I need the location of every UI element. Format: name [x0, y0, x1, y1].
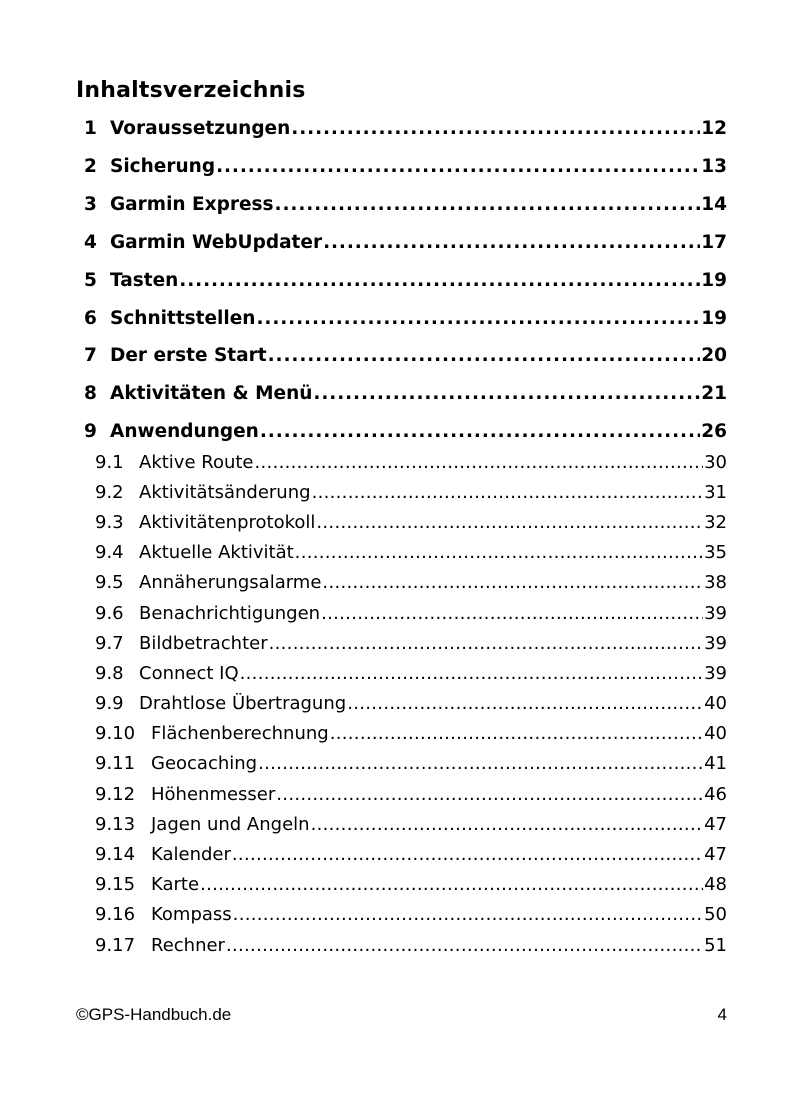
toc-subentry-number: 9.15 — [95, 874, 136, 895]
toc-subentry-page: 47 — [704, 844, 727, 865]
toc-entry-title: Schnittstellen — [110, 308, 256, 329]
toc-subentry-title: Aktivitätsänderung — [139, 482, 311, 503]
toc-subentry[interactable] — [95, 512, 727, 538]
toc-subentry[interactable] — [95, 784, 727, 810]
toc-subentry-title: Aktivitätenprotokoll — [139, 512, 316, 533]
leader-dots — [260, 421, 700, 442]
leader-dots — [321, 603, 703, 624]
toc-subentry-number: 9.4 — [95, 542, 124, 563]
toc-subentry[interactable] — [95, 753, 727, 779]
toc-subentry[interactable] — [95, 452, 727, 478]
toc-entry-number: 1 — [84, 118, 97, 139]
copyright-text: ©GPS-Handbuch.de — [76, 1005, 232, 1024]
leader-dots — [311, 814, 704, 835]
leader-dots — [275, 194, 701, 215]
toc-entry[interactable] — [84, 308, 727, 336]
toc-subentry-title: Flächenberechnung — [151, 723, 329, 744]
toc-subentry[interactable] — [95, 723, 727, 749]
toc-subentry-title: Kalender — [151, 844, 231, 865]
toc-entry[interactable] — [84, 383, 727, 411]
leader-dots — [295, 542, 703, 563]
toc-entry-title: Anwendungen — [110, 421, 259, 442]
toc-subentry-title: Rechner — [151, 935, 225, 956]
toc-subentry[interactable] — [95, 542, 727, 568]
toc-entry[interactable] — [84, 118, 727, 146]
leader-dots — [312, 482, 704, 503]
toc-subentry-title: Aktuelle Aktivität — [139, 542, 294, 563]
toc-subentry[interactable] — [95, 633, 727, 659]
toc-subentry[interactable] — [95, 874, 727, 900]
leader-dots — [216, 156, 700, 177]
toc-subentry-page: 32 — [704, 512, 727, 533]
toc-subentry-title: Jagen und Angeln — [151, 814, 310, 835]
toc-subentry-page: 39 — [704, 603, 727, 624]
toc-subentry[interactable] — [95, 814, 727, 840]
toc-subentry-page: 46 — [704, 784, 727, 805]
toc-subentry-page: 39 — [704, 633, 727, 654]
toc-subentry-number: 9.3 — [95, 512, 124, 533]
toc-subentry-title: Annäherungsalarme — [139, 572, 322, 593]
toc-entry-number: 4 — [84, 232, 97, 253]
toc-entry[interactable] — [84, 194, 727, 222]
leader-dots — [200, 874, 703, 895]
toc-entry-number: 6 — [84, 308, 97, 329]
toc-entry[interactable] — [84, 421, 727, 449]
toc-subentry-number: 9.8 — [95, 663, 124, 684]
toc-subentry-page: 39 — [704, 663, 727, 684]
toc-subentry-title: Drahtlose Übertragung — [139, 693, 347, 714]
toc-subentry[interactable] — [95, 693, 727, 719]
toc-subentry-page: 40 — [704, 693, 727, 714]
leader-dots — [322, 572, 703, 593]
toc-subentry[interactable] — [95, 663, 727, 689]
toc-subentry-number: 9.11 — [95, 753, 136, 774]
leader-dots — [291, 118, 700, 139]
toc-entry-number: 2 — [84, 156, 97, 177]
leader-dots — [269, 633, 703, 654]
leader-dots — [323, 232, 700, 253]
toc-entry-title: Tasten — [110, 270, 179, 291]
toc-entry-title: Garmin Express — [110, 194, 274, 215]
toc-entry-title: Garmin WebUpdater — [110, 232, 323, 253]
toc-subentry-title: Aktive Route — [139, 452, 254, 473]
toc-entry-title: Der erste Start — [110, 345, 267, 366]
toc-subentry-number: 9.16 — [95, 904, 136, 925]
leader-dots — [256, 308, 700, 329]
toc-entry-page: 14 — [701, 194, 727, 215]
leader-dots — [268, 345, 701, 366]
leader-dots — [313, 383, 700, 404]
toc-subentry-title: Karte — [151, 874, 200, 895]
toc-subentry[interactable] — [95, 572, 727, 598]
toc-subentry-page: 41 — [704, 753, 727, 774]
toc-entry-number: 8 — [84, 383, 97, 404]
toc-subentry-page: 50 — [704, 904, 727, 925]
leader-dots — [330, 723, 703, 744]
toc-subentry-number: 9.10 — [95, 723, 136, 744]
toc-subentry-page: 48 — [704, 874, 727, 895]
leader-dots — [240, 663, 703, 684]
toc-entry-number: 3 — [84, 194, 97, 215]
toc-subentry-page: 47 — [704, 814, 727, 835]
toc-entry-number: 5 — [84, 270, 97, 291]
toc-entry[interactable] — [84, 345, 727, 373]
leader-dots — [316, 512, 703, 533]
toc-entry[interactable] — [84, 156, 727, 184]
leader-dots — [347, 693, 703, 714]
page-footer — [76, 1005, 727, 1025]
toc-entry-title: Aktivitäten & Menü — [110, 383, 313, 404]
toc-subentry-title: Bildbetrachter — [139, 633, 268, 654]
toc-subentry-number: 9.1 — [95, 452, 124, 473]
toc-entry-number: 7 — [84, 345, 97, 366]
leader-dots — [179, 270, 700, 291]
toc-subentry-number: 9.17 — [95, 935, 136, 956]
toc-entry-page: 19 — [701, 270, 727, 291]
toc-entry-page: 26 — [701, 421, 727, 442]
leader-dots — [258, 753, 703, 774]
toc-subentry[interactable] — [95, 482, 727, 508]
toc-subentry-title: Kompass — [151, 904, 232, 925]
leader-dots — [232, 844, 703, 865]
toc-subentry-number: 9.14 — [95, 844, 136, 865]
toc-subentry[interactable] — [95, 935, 727, 961]
toc-entry-page: 13 — [701, 156, 727, 177]
toc-entry-title: Voraussetzungen — [110, 118, 291, 139]
toc-entry-title: Sicherung — [110, 156, 216, 177]
toc-heading: Inhaltsverzeichnis — [76, 78, 306, 103]
toc-subentry-title: Höhenmesser — [151, 784, 276, 805]
toc-subentry-number: 9.6 — [95, 603, 124, 624]
toc-subentry-page: 51 — [704, 935, 727, 956]
toc-entry-page: 17 — [701, 232, 727, 253]
toc-subentry-page: 31 — [704, 482, 727, 503]
toc-subentry-page: 38 — [704, 572, 727, 593]
toc-subentry-title: Connect IQ — [139, 663, 239, 684]
toc-entry-page: 20 — [701, 345, 727, 366]
toc-subentry-number: 9.12 — [95, 784, 136, 805]
toc-subentry-number: 9.7 — [95, 633, 124, 654]
toc-subentry-number: 9.2 — [95, 482, 124, 503]
toc-subentry[interactable] — [95, 603, 727, 629]
leader-dots — [233, 904, 703, 925]
leader-dots — [226, 935, 703, 956]
toc-subentry-page: 30 — [704, 452, 727, 473]
toc-entry[interactable] — [84, 232, 727, 260]
toc-subentry[interactable] — [95, 844, 727, 870]
leader-dots — [276, 784, 703, 805]
toc-subentry-number: 9.5 — [95, 572, 124, 593]
toc-subentry-number: 9.9 — [95, 693, 124, 714]
toc-entry-number: 9 — [84, 421, 97, 442]
toc-entry-page: 12 — [701, 118, 727, 139]
toc-subentry-title: Geocaching — [151, 753, 258, 774]
toc-subentry-page: 35 — [704, 542, 727, 563]
toc-subentry-title: Benachrichtigungen — [139, 603, 321, 624]
toc-subentry-page: 40 — [704, 723, 727, 744]
toc-entry-page: 19 — [701, 308, 727, 329]
leader-dots — [255, 452, 704, 473]
toc-entry-page: 21 — [701, 383, 727, 404]
page-number: 4 — [717, 1005, 727, 1024]
toc-subentry[interactable] — [95, 904, 727, 930]
toc-entry[interactable] — [84, 270, 727, 298]
toc-subentry-number: 9.13 — [95, 814, 136, 835]
